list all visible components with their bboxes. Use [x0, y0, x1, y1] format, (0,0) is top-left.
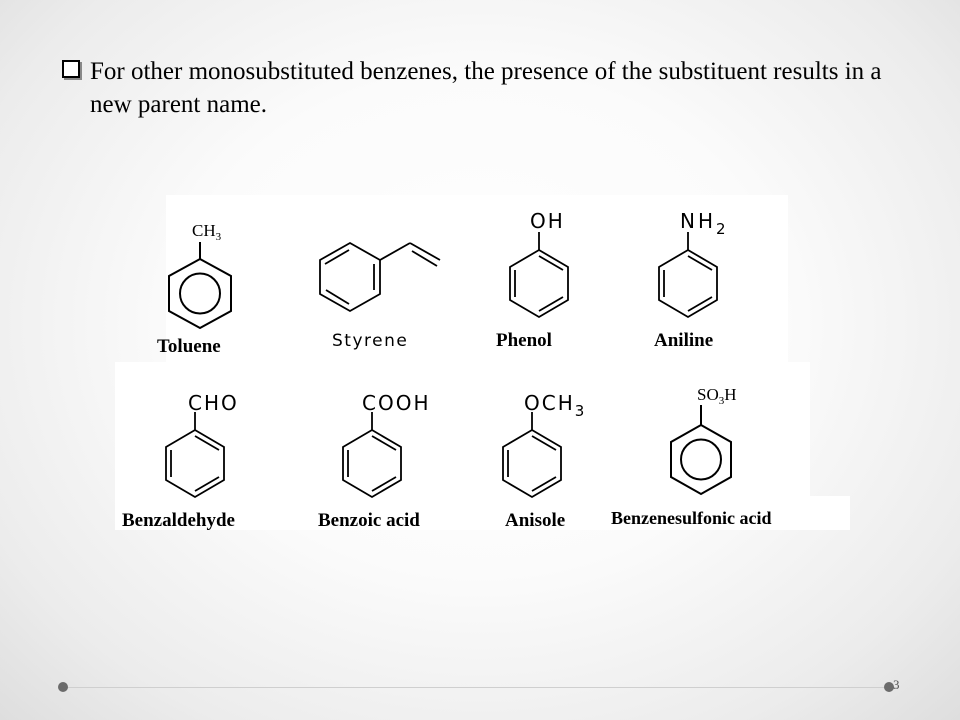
footer-divider — [62, 687, 898, 688]
page-number: 3 — [893, 677, 900, 692]
molecule-name: Benzaldehyde — [122, 510, 235, 531]
substituent-label-oh: OH — [530, 209, 565, 233]
substituent-label-ch3: $CH_3$ — [192, 221, 222, 243]
molecule-name: Phenol — [496, 330, 552, 351]
substituent-label-so3h: $SO_3H$ — [697, 385, 737, 407]
substituent-label-cho: CHO — [188, 391, 239, 415]
molecule-name: Styrene — [332, 331, 409, 351]
bullet-text: For other monosubstituted benzenes, the presence of the substituent results in a new parent name. — [90, 58, 882, 118]
footer-dot-left — [58, 682, 68, 692]
molecule-name: Aniline — [654, 330, 714, 351]
substituent-label-nh2: $NH_2$ — [680, 209, 729, 238]
molecule-name: Toluene — [157, 336, 221, 357]
substituent-label-cooh: COOH — [362, 391, 431, 415]
molecule-name: Benzoic acid — [318, 510, 420, 531]
molecule-name: Benzenesulfonic acid — [611, 508, 772, 528]
molecule-name: Anisole — [505, 510, 566, 531]
substituent-label-och3: $OCH_3$ — [524, 391, 587, 420]
